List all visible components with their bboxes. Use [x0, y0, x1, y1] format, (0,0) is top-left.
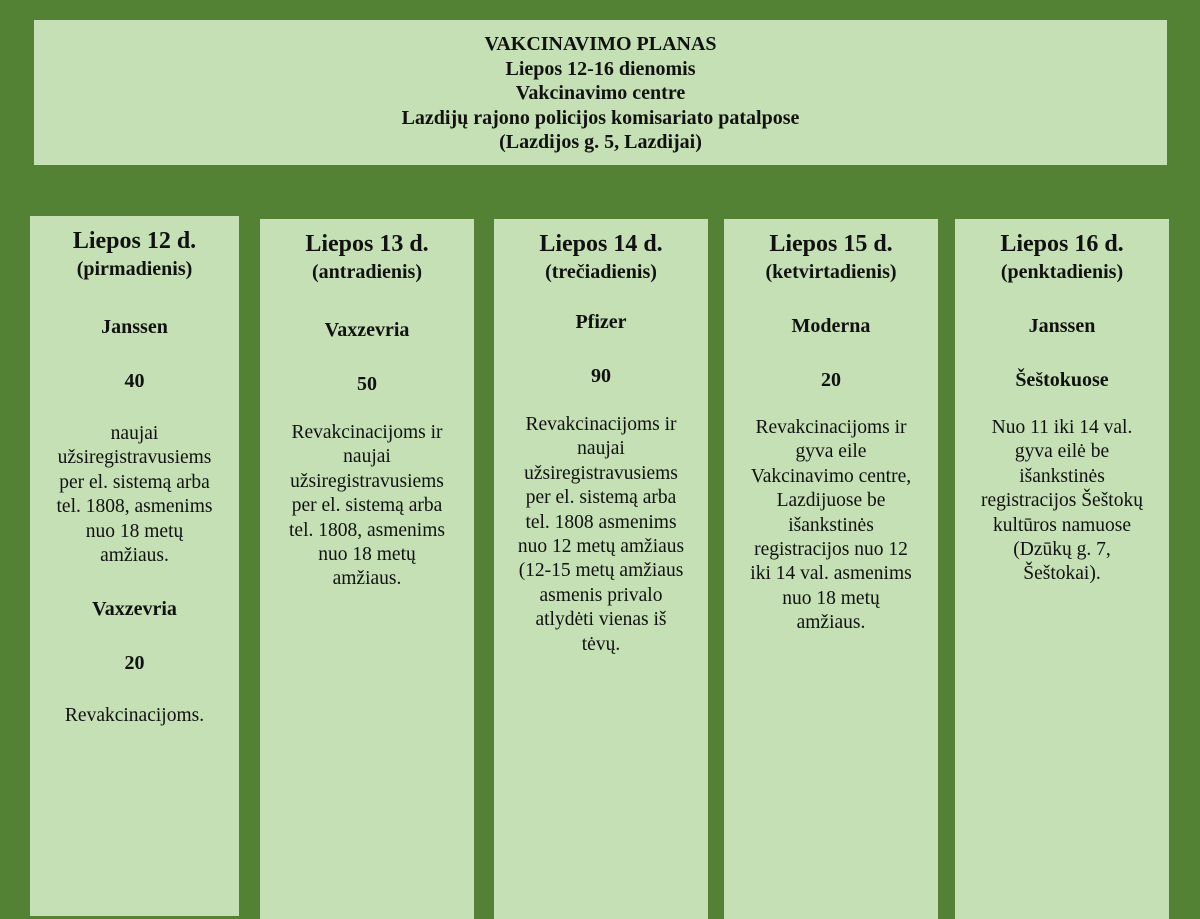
day-description: Revakcinacijoms ir gyva eile Vakcinavimo centre, Lazdijuose be išankstinės registracijos nuo 12 iki 14 val. asmenims nuo 18 metų amžiaus.	[750, 417, 912, 634]
day-weekday: (ketvirtadienis)	[765, 261, 897, 283]
day-weekday: (trečiadienis)	[545, 261, 657, 283]
vaccine-name: Janssen	[101, 316, 168, 338]
plan-center: Vakcinavimo centre	[515, 82, 686, 104]
dose-count: 90	[591, 365, 611, 387]
day-date: Liepos 14 d.	[539, 231, 663, 257]
plan-title: VAKCINAVIMO PLANAS	[484, 33, 717, 55]
day-column-tuesday	[260, 219, 474, 919]
day-column-thursday	[724, 219, 938, 919]
dose-count: 20	[821, 369, 841, 391]
dose-count: 50	[357, 373, 377, 395]
day-weekday: (pirmadienis)	[76, 258, 193, 280]
vaccine-name: Moderna	[791, 315, 871, 337]
vaccine-name-second: Vaxzevria	[92, 598, 177, 621]
plan-header	[34, 20, 1167, 165]
vaccine-name: Janssen	[1028, 315, 1096, 337]
day-date: Liepos 15 d.	[769, 231, 893, 257]
plan-dates: Liepos 12-16 dienomis	[505, 57, 696, 80]
day-description: naujai užsiregistravusiems per el. sistemą arba tel. 1808, asmenims nuo 18 metų amžiaus.	[56, 423, 213, 567]
day-date: Liepos 16 d.	[1000, 231, 1124, 257]
day-description-second: Revakcinacijoms.	[64, 705, 205, 727]
day-column-friday	[955, 219, 1169, 919]
dose-count-second: 20	[124, 652, 145, 675]
day-weekday: (penktadienis)	[1000, 261, 1124, 283]
day-description: Revakcinacijoms ir naujai užsiregistravusiems per el. sistemą arba tel. 1808, asmenims nuo 18 metų amžiaus.	[289, 422, 445, 590]
day-description: Nuo 11 iki 14 val. gyva eilė be išankstinės registracijos Šeštokų kultūros namuose (Dzūkų g. 7, Šeštokai).	[981, 417, 1143, 585]
plan-premises: Lazdijų rajono policijos komisariato patalpose	[401, 106, 800, 129]
day-description: Revakcinacijoms ir naujai užsiregistravusiems per el. sistemą arba tel. 1808 asmenims nuo 12 metų amžiaus (12-15 metų amžiaus asmenis privalo atlydėti vienas iš tėvų.	[517, 414, 685, 655]
day-date: Liepos 12 d.	[72, 228, 197, 254]
plan-address: (Lazdijos g. 5, Lazdijai)	[499, 131, 702, 153]
vaccination-location: Šeštokuose	[1015, 369, 1109, 391]
day-date: Liepos 13 d.	[305, 231, 429, 257]
day-weekday: (antradienis)	[312, 261, 422, 283]
vaccine-name: Pfizer	[575, 311, 627, 333]
vaccine-name: Vaxzevria	[324, 319, 410, 341]
dose-count: 40	[124, 370, 145, 392]
day-column-monday	[30, 216, 239, 916]
day-column-wednesday	[494, 219, 708, 919]
